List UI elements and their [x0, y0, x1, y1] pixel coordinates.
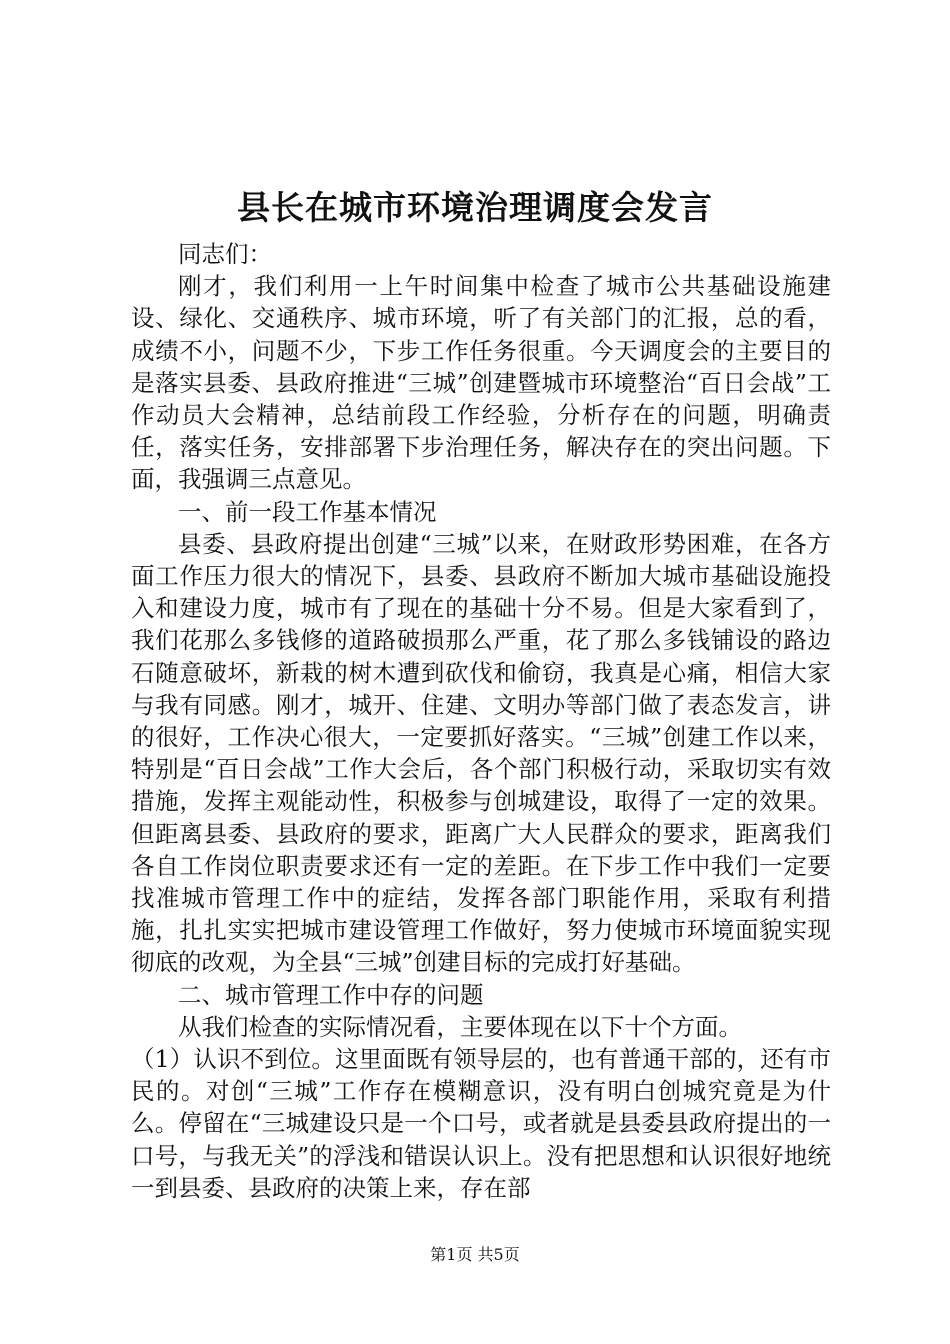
page-number-footer: 第1页 共5页 [430, 1245, 520, 1264]
salutation: 同志们： [178, 240, 272, 268]
document-title: 县长在城市环境治理调度会发言 [237, 188, 713, 227]
section-heading-2: 二、城市管理工作中存的问题 [178, 980, 484, 1009]
section-heading-1: 一、前一段工作基本情况 [178, 497, 437, 526]
paragraph-intro: 刚才，我们利用一上午时间集中检查了城市公共基础设施建设、绿化、交通秩序、城市环境，听了有关部门的汇报，总的看，成绩不小，问题不少，下步工作任务很重。今天调度会的主要目的是落实县委、县政府推进“三城”创建暨城市环境整治“百日会战”工作动员大会精神，总结前段工作经验，分析存在的问题，明确责任，落实任务，安排部署下步治理任务，解决存在的突出问题。下面，我强调三点意见。 [131, 272, 831, 494]
paragraph-section-1: 县委、县政府提出创建“三城”以来，在财政形势困难，在各方面工作压力很大的情况下，县委、县政府不断加大城市基础设施投入和建设力度，城市有了现在的基础十分不易。但是大家看到了，我们花那么多钱修的道路破损那么严重，花了那么多钱铺设的路边石随意破坏，新栽的树木遭到砍伐和偷窃，我真是心痛，相信大家与我有同感。刚才，城开、住建、文明办等部门做了表态发言，讲的很好，工作决心很大，一定要抓好落实。“三城”创建工作以来，特别是“百日会战”工作大会后，各个部门积极行动，采取切实有效措施，发挥主观能动性，积极参与创城建设，取得了一定的效果。但距离县委、县政府的要求，距离广大人民群众的要求，距离我们各自工作岗位职责要求还有一定的差距。在下步工作中我们一定要找准城市管理工作中的症结，发挥各部门职能作用，采取有利措施，扎扎实实把城市建设管理工作做好，努力使城市环境面貌实现彻底的改观，为全县“三城”创建目标的完成打好基础。 [131, 529, 831, 977]
paragraph-section-2-intro: 从我们检查的实际情况看，主要体现在以下十个方面。 [178, 1012, 742, 1041]
document-body [131, 238, 831, 1204]
paragraph-point-1: （1）认识不到位。这里面既有领导层的，也有普通干部的，还有市民的。对创“三城”工作存在模糊意识，没有明白创城究竟是为什么。停留在“三城建设只是一个口号，或者就是县委县政府提出的一口号，与我无关”的浮浅和错误认识上。没有把思想和认识很好地统一到县委、县政府的决策上来，存在部 [131, 1045, 831, 1202]
